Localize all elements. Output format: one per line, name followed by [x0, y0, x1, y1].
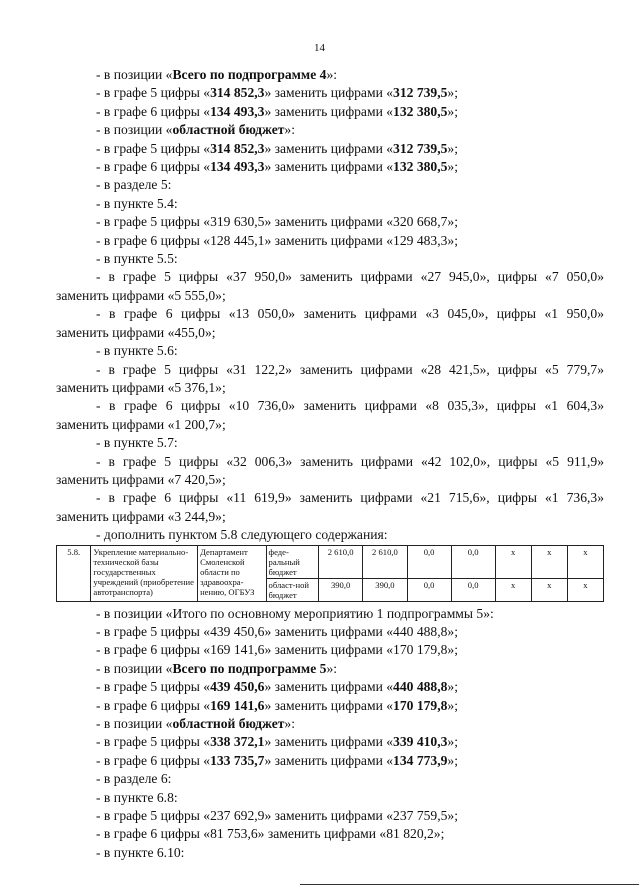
- value-cell: x: [495, 578, 531, 601]
- amendment-line: [56, 752, 604, 770]
- text-segment: »;: [447, 752, 458, 768]
- amendment-line: [56, 268, 604, 286]
- amendment-line: [56, 66, 604, 84]
- amendment-line: [56, 397, 604, 415]
- text-segment: - в графе 6 цифры «169 141,6» заменить цифрами «170 179,8»;: [96, 642, 458, 658]
- text-segment: - в пункте 5.7:: [96, 435, 178, 451]
- page-number: 14: [314, 42, 325, 54]
- bold-text: 133 735,7: [210, 752, 265, 768]
- text-segment: »:: [284, 122, 295, 138]
- text-segment: заменить цифрами «1 200,7»;: [56, 416, 226, 432]
- text-segment: заменить цифрами «3 244,9»;: [56, 508, 226, 524]
- text-segment: - в графе 6 цифры «128 445,1» заменить цифрами «129 483,3»;: [96, 232, 458, 248]
- amendment-line: [56, 342, 604, 360]
- amendment-line: [56, 807, 604, 825]
- value-cell: 390,0: [363, 578, 407, 601]
- amendment-line: [56, 84, 604, 102]
- text-segment: - в пункте 6.10:: [96, 844, 185, 860]
- value-cell: 2 610,0: [363, 545, 407, 578]
- text-segment: » заменить цифрами «: [264, 734, 394, 750]
- item-number-cell: 5.8.: [57, 545, 91, 601]
- text-segment: - в графе 6 цифры «10 736,0» заменить цифрами «8 035,3», цифры «1 604,3»: [96, 398, 604, 414]
- bold-text: 338 372,1: [210, 734, 265, 750]
- bold-text: 439 450,6: [210, 679, 265, 695]
- amendment-line: [56, 176, 604, 194]
- text-segment: - в разделе 6:: [96, 771, 172, 787]
- text-segment: » заменить цифрами «: [264, 679, 394, 695]
- amendment-line: [56, 140, 604, 158]
- text-segment: - в графе 6 цифры «: [96, 697, 211, 713]
- amendment-line: [56, 121, 604, 139]
- funding-source-cell: феде-ральный бюджет: [266, 545, 318, 578]
- text-segment: - в пункте 6.8:: [96, 789, 178, 805]
- funding-source-cell: област-ной бюджет: [266, 578, 318, 601]
- amendment-line: [56, 660, 604, 678]
- amendment-line: [56, 605, 604, 623]
- text-segment: »:: [326, 67, 338, 82]
- document-body: [56, 66, 604, 862]
- amendment-line: [56, 379, 604, 397]
- text-segment: - в графе 5 цифры «319 630,5» заменить цифрами «320 668,7»;: [96, 214, 458, 230]
- value-cell: 0,0: [451, 578, 495, 601]
- bold-text: 339 410,3: [393, 734, 448, 750]
- text-segment: » заменить цифрами «: [264, 103, 394, 119]
- text-segment: - в графе 5 цифры «237 692,9» заменить цифрами «237 759,5»;: [96, 808, 458, 824]
- text-segment: - в пункте 5.5:: [96, 251, 178, 267]
- amendment-list-top: [56, 66, 604, 545]
- text-segment: - в графе 5 цифры «439 450,6» заменить цифрами «440 488,8»;: [96, 623, 458, 639]
- value-cell: x: [531, 578, 567, 601]
- bold-text: 132 380,5: [393, 159, 448, 175]
- amendment-line: [56, 305, 604, 323]
- text-segment: » заменить цифрами «: [264, 159, 394, 175]
- bold-text: 314 852,3: [210, 85, 265, 101]
- amendment-line: [56, 195, 604, 213]
- bold-text: Всего по подпрограмме 4: [172, 67, 327, 82]
- amendment-line: [56, 471, 604, 489]
- text-segment: - дополнить пунктом 5.8 следующего содержания:: [96, 527, 388, 543]
- amendment-line: [56, 641, 604, 659]
- text-segment: - в графе 5 цифры «: [96, 734, 211, 750]
- bold-text: 170 179,8: [393, 697, 448, 713]
- value-cell: x: [567, 578, 603, 601]
- text-segment: - в графе 6 цифры «: [96, 103, 211, 119]
- text-segment: - в графе 6 цифры «81 753,6» заменить цифрами «81 820,2»;: [96, 826, 445, 842]
- text-segment: » заменить цифрами «: [264, 697, 394, 713]
- text-segment: - в графе 5 цифры «: [96, 679, 211, 695]
- amendment-line: [56, 158, 604, 176]
- text-segment: - в пункте 5.6:: [96, 343, 178, 359]
- amendment-line: [56, 453, 604, 471]
- text-segment: »:: [326, 660, 338, 676]
- text-segment: - в позиции «: [96, 122, 173, 138]
- text-segment: »;: [447, 159, 458, 175]
- text-segment: »;: [447, 697, 458, 713]
- text-segment: - в позиции «Итого по основному мероприятию 1 подпрограммы 5»:: [96, 605, 494, 621]
- amendment-line: [56, 250, 604, 268]
- text-segment: »;: [447, 734, 458, 750]
- amendment-line: [56, 213, 604, 231]
- value-cell: 0,0: [451, 545, 495, 578]
- item-name-cell: Укрепление материально-технической базы государственных учреждений (приобретение автотранспорта): [91, 545, 198, 601]
- text-segment: - в графе 6 цифры «: [96, 752, 211, 768]
- text-segment: » заменить цифрами «: [264, 752, 394, 768]
- value-cell: x: [531, 545, 567, 578]
- bold-text: 132 380,5: [393, 103, 448, 119]
- amendment-line: [56, 697, 604, 715]
- text-segment: - в графе 5 цифры «37 950,0» заменить цифрами «27 945,0», цифры «7 050,0»: [96, 269, 604, 285]
- amendment-line: [56, 416, 604, 434]
- bold-text: 134 493,3: [210, 103, 265, 119]
- amendment-line: [56, 526, 604, 544]
- executor-cell: Департамент Смоленской области по здравоохра-нению, ОГБУЗ: [198, 545, 266, 601]
- amendment-line: [56, 324, 604, 342]
- bold-text: 134 773,9: [393, 752, 448, 768]
- amendment-line: [56, 508, 604, 526]
- amendment-line: [56, 361, 604, 379]
- amendment-line: [56, 825, 604, 843]
- bold-text: 312 739,5: [393, 140, 448, 156]
- bold-text: 312 739,5: [393, 85, 448, 101]
- value-cell: 390,0: [318, 578, 362, 601]
- value-cell: x: [495, 545, 531, 578]
- amendment-line: [56, 678, 604, 696]
- bold-text: 314 852,3: [210, 140, 265, 156]
- value-cell: 0,0: [407, 578, 451, 601]
- bottom-rule: [300, 884, 639, 885]
- amendment-line: [56, 844, 604, 862]
- text-segment: - в графе 6 цифры «13 050,0» заменить цифрами «3 045,0», цифры «1 950,0»: [96, 306, 604, 322]
- text-segment: - в позиции «: [96, 716, 173, 731]
- text-segment: »;: [447, 85, 458, 101]
- text-segment: »;: [447, 103, 458, 119]
- text-segment: заменить цифрами «7 420,5»;: [56, 471, 226, 487]
- text-segment: »;: [447, 140, 458, 156]
- text-segment: - в графе 5 цифры «31 122,2» заменить цифрами «28 421,5», цифры «5 779,7»: [96, 361, 604, 377]
- text-segment: заменить цифрами «5 376,1»;: [56, 379, 226, 395]
- bold-text: 440 488,8: [393, 679, 448, 695]
- amendment-line: [56, 789, 604, 807]
- text-segment: - в графе 6 цифры «11 619,9» заменить цифрами «21 715,6», цифры «1 736,3»: [96, 490, 604, 506]
- amendment-line: [56, 434, 604, 452]
- value-cell: 2 610,0: [318, 545, 362, 578]
- amendment-line: [56, 733, 604, 751]
- text-segment: - в пункте 5.4:: [96, 195, 178, 211]
- text-segment: » заменить цифрами «: [264, 140, 394, 156]
- text-segment: - в графе 6 цифры «: [96, 159, 211, 175]
- value-cell: x: [567, 545, 603, 578]
- text-segment: заменить цифрами «455,0»;: [56, 324, 216, 340]
- amendment-line: [56, 287, 604, 305]
- bold-text: 134 493,3: [210, 159, 265, 175]
- amendment-line: [56, 715, 604, 733]
- text-segment: - в графе 5 цифры «: [96, 85, 211, 101]
- amendment-line: [56, 770, 604, 788]
- text-segment: » заменить цифрами «: [264, 85, 394, 101]
- amendment-line: [56, 103, 604, 121]
- text-segment: »:: [284, 716, 295, 731]
- bold-text: областной бюджет: [172, 716, 285, 731]
- text-segment: - в позиции «: [96, 67, 173, 82]
- bold-text: 169 141,6: [210, 697, 265, 713]
- amendment-list-bottom: [56, 605, 604, 863]
- text-segment: - в разделе 5:: [96, 177, 172, 193]
- table-row: [57, 545, 604, 578]
- text-segment: - в графе 5 цифры «32 006,3» заменить цифрами «42 102,0», цифры «5 911,9»: [96, 453, 604, 469]
- amendment-line: [56, 623, 604, 641]
- text-segment: - в графе 5 цифры «: [96, 140, 211, 156]
- inserted-table-row-5-8: [56, 545, 604, 602]
- bold-text: областной бюджет: [172, 122, 285, 138]
- bold-text: Всего по подпрограмме 5: [172, 660, 327, 676]
- amendment-line: [56, 232, 604, 250]
- text-segment: »;: [447, 679, 458, 695]
- value-cell: 0,0: [407, 545, 451, 578]
- amendment-line: [56, 489, 604, 507]
- text-segment: - в позиции «: [96, 660, 173, 676]
- text-segment: заменить цифрами «5 555,0»;: [56, 287, 226, 303]
